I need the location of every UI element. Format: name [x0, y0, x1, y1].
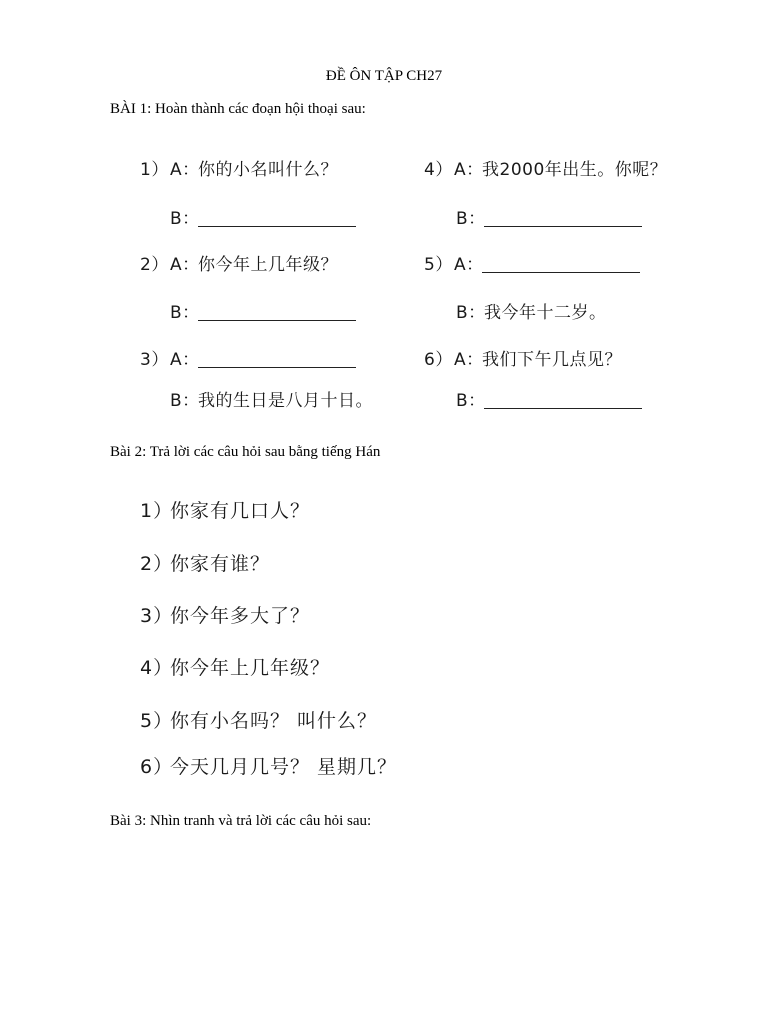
speaker-b-label: B： — [456, 391, 486, 411]
speaker-b-label: B： — [170, 391, 200, 411]
speaker-a-label: A： — [170, 350, 200, 370]
dialogue-number: 1） — [140, 160, 169, 180]
answer-blank[interactable] — [198, 210, 356, 227]
dialogue-text: 我今年十二岁。 — [484, 303, 607, 323]
speaker-a-label: A： — [170, 255, 200, 275]
answer-blank[interactable] — [198, 304, 356, 321]
question-number: 4） — [140, 657, 174, 679]
dialogue-text: 我的生日是八月十日。 — [198, 391, 373, 411]
dialogue-2-line-a — [140, 250, 338, 275]
answer-blank[interactable] — [198, 351, 356, 368]
dialogue-1-line-a — [140, 155, 338, 180]
dialogue-number: 5） — [424, 255, 453, 275]
question-item — [140, 706, 377, 733]
dialogue-4-line-b — [456, 204, 642, 229]
dialogue-4-line-a — [424, 155, 667, 180]
answer-blank[interactable] — [484, 210, 642, 227]
exercise-1-heading: BÀI 1: Hoàn thành các đoạn hội thoại sau: — [110, 101, 366, 117]
dialogue-6-line-a — [424, 345, 622, 370]
question-number: 5） — [140, 710, 174, 732]
question-item — [140, 549, 270, 576]
dialogue-text: 我们下午几点见？ — [482, 350, 622, 370]
dialogue-2-line-b — [170, 298, 356, 323]
dialogue-text: 你的小名叫什么？ — [198, 160, 338, 180]
speaker-b-label: B： — [456, 209, 486, 229]
speaker-b-label: B： — [170, 303, 200, 323]
speaker-b-label: B： — [456, 303, 486, 323]
question-text: 你有小名吗？ 叫什么？ — [170, 710, 378, 732]
question-item — [140, 496, 310, 523]
question-text: 你今年上几年级？ — [170, 657, 331, 679]
question-item — [140, 653, 330, 680]
dialogue-text: 我2000年出生。你呢？ — [482, 160, 668, 180]
answer-blank[interactable] — [482, 256, 640, 273]
speaker-a-label: A： — [454, 255, 484, 275]
question-text: 今天几月几号？ 星期几？ — [170, 756, 398, 778]
question-text: 你家有几口人？ — [170, 500, 311, 522]
dialogue-5-line-a — [424, 250, 640, 275]
question-number: 3） — [140, 605, 174, 627]
speaker-a-label: A： — [454, 160, 484, 180]
question-number: 2） — [140, 553, 174, 575]
speaker-a-label: A： — [454, 350, 484, 370]
exercise-2-heading: Bài 2: Trả lời các câu hỏi sau bằng tiếng Hán — [110, 444, 381, 460]
question-number: 1） — [140, 500, 174, 522]
dialogue-number: 4） — [424, 160, 453, 180]
dialogue-3-line-a — [140, 345, 356, 370]
dialogue-1-line-b — [170, 204, 356, 229]
dialogue-5-line-b — [456, 298, 607, 323]
speaker-a-label: A： — [170, 160, 200, 180]
dialogue-number: 3） — [140, 350, 169, 370]
exercise-3-heading: Bài 3: Nhìn tranh và trả lời các câu hỏi sau: — [110, 813, 372, 829]
question-text: 你今年多大了？ — [170, 605, 311, 627]
question-item — [140, 601, 310, 628]
answer-blank[interactable] — [484, 392, 642, 409]
dialogue-number: 2） — [140, 255, 169, 275]
speaker-b-label: B： — [170, 209, 200, 229]
dialogue-3-line-b — [170, 386, 373, 411]
question-item — [140, 752, 397, 779]
page-title: ĐỀ ÔN TẬP CH27 — [325, 68, 443, 84]
question-number: 6） — [140, 756, 174, 778]
dialogue-6-line-b — [456, 386, 642, 411]
question-text: 你家有谁？ — [170, 553, 271, 575]
dialogue-text: 你今年上几年级？ — [198, 255, 338, 275]
dialogue-number: 6） — [424, 350, 453, 370]
